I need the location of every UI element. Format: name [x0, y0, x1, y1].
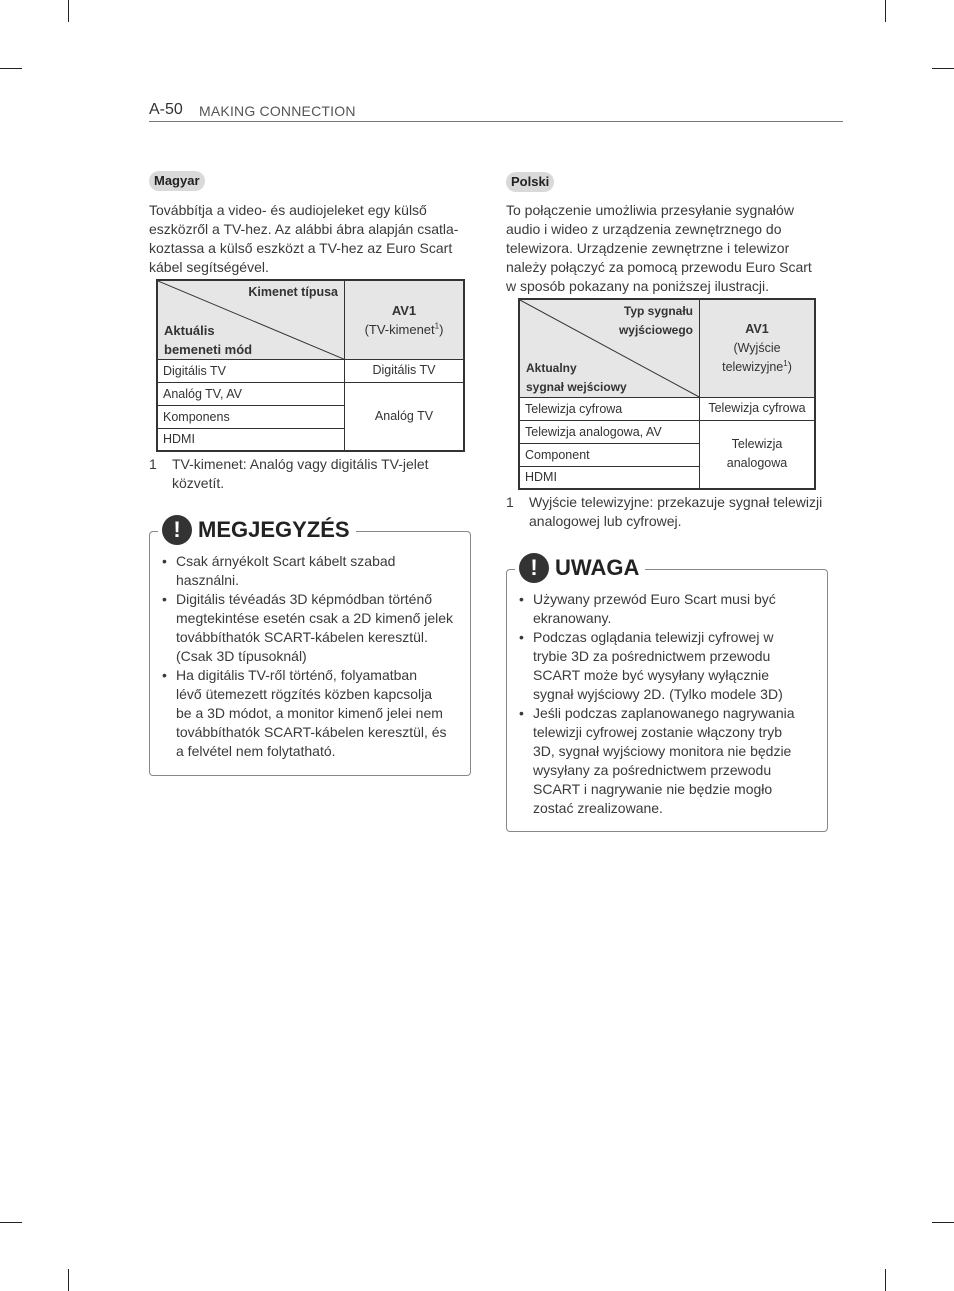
av1-subtitle: (TV-kimenet$^1$): [364, 321, 444, 337]
footnote-line: TV-kimenet: Analóg vagy digitális TV-jelet: [172, 456, 429, 472]
table-row-label: Analóg TV, AV: [157, 382, 345, 405]
crop-mark: [932, 1222, 954, 1223]
footnote-line: közvetít.: [172, 475, 225, 491]
footnote-number: 1: [149, 456, 157, 472]
output-digital-tv: Digitális TV: [345, 359, 465, 382]
text-line: telewizora. Urządzenie zewnętrzne i telewizor: [506, 240, 790, 256]
table-row-label: Digitális TV: [157, 359, 345, 382]
language-badge-hungarian: Magyar: [149, 171, 205, 191]
text-line: w sposób pokazany na poniższej ilustracji.: [506, 278, 770, 294]
output-analog-tv: Analóg TV: [345, 382, 465, 451]
note-header: [158, 515, 356, 545]
header-input-signal-line2: sygnał wejściowy: [526, 380, 627, 394]
list-item: • Csak árnyékolt Scart kábelt szabad használni.: [162, 552, 462, 590]
table-row-label: Telewizja cyfrowa: [519, 397, 700, 420]
list-item: • Podczas oglądania telewizji cyfrowej w trybie 3D za pośrednictwem przewodu SCART może być wysyłany wyłącznie sygnał wyjściowy 2D. (Tylko modele 3D): [519, 628, 819, 704]
list-item: • Jeśli podczas zaplanowanego nagrywania telewizji cyfrowej zostanie włączony tryb 3D, sygnał wyjściowy monitora nie będzie wysyłany za pośrednictwem przewodu SCART i nagrywanie nie będzie mogło zostać zrealizowane.: [519, 704, 819, 818]
av1-title: AV1: [745, 321, 769, 336]
list-item: • Używany przewód Euro Scart musi być ekranowany.: [519, 590, 819, 628]
diagonal-header-cell: [519, 299, 700, 397]
header-input-mode-line1: Aktuális: [164, 323, 215, 338]
note-list: [519, 590, 819, 818]
table-row-label: Telewizja analogowa, AV: [519, 420, 700, 443]
footnote-line: Wyjście telewizyjne: przekazuje sygnał telewizji: [529, 494, 823, 510]
output-analog-tv: Telewizja analogowa: [700, 420, 816, 489]
header-output-type-line1: Typ sygnału: [623, 304, 693, 318]
header-output-type: Kimenet típusa: [248, 285, 338, 299]
text-line: audio i wideo z urządzenia zewnętrznego do: [506, 221, 782, 237]
av1-header-cell: [700, 299, 816, 397]
text-line: eszközről a TV-hez. Az alábbi ábra alapján csatla-: [149, 221, 459, 237]
table-row-label: HDMI: [157, 428, 345, 451]
page-number: A-50: [149, 101, 183, 118]
footnote-number: 1: [506, 494, 514, 510]
table-row-label: Komponens: [157, 405, 345, 428]
text-line: Továbbítja a video- és audiojeleket egy külső: [149, 202, 427, 218]
text-line: należy połączyć za pomocą przewodu Euro Scart: [506, 259, 812, 275]
connection-table-hungarian: [156, 279, 465, 452]
crop-mark: [0, 68, 22, 69]
av1-title: AV1: [391, 302, 417, 318]
note-header: [515, 553, 645, 583]
language-badge-polish: Polski: [506, 172, 554, 192]
exclamation-icon: !: [162, 515, 192, 545]
output-digital-tv: Telewizja cyfrowa: [700, 397, 816, 420]
text-line: To połączenie umożliwia przesyłanie sygnałów: [506, 202, 794, 218]
list-item: • Digitális tévéadás 3D képmódban történő megtekintése esetén csak a 2D kimenő jelek továbbíthatók SCART-kábelen keresztül. (Csak 3D típusoknál): [162, 590, 462, 666]
crop-mark: [68, 0, 69, 22]
crop-mark: [885, 0, 886, 22]
text-line: kábel segítségével.: [149, 259, 269, 275]
footnote-line: analogowej lub cyfrowej.: [529, 513, 682, 529]
crop-mark: [68, 1269, 69, 1291]
av1-subtitle-line2: telewizyjne$^1$): [722, 358, 792, 374]
crop-mark: [885, 1269, 886, 1291]
connection-table-polish: [518, 298, 816, 490]
av1-header-cell: [345, 280, 465, 359]
note-list: [162, 552, 462, 761]
av1-subtitle-line1: (Wyjście: [733, 340, 781, 355]
text-line: koztassa a külső eszközt a TV-hez az Euro Scart: [149, 240, 453, 256]
list-item: • Ha digitális TV-ről történő, folyamatban lévő ütemezett rögzítés közben kapcsolja be a 3D módot, a monitor kimenő jelei nem továbbíthatók SCART-kábelen keresztül, és a felvétel nem folytatható.: [162, 666, 462, 761]
header-rule: [149, 121, 843, 122]
crop-mark: [932, 68, 954, 69]
crop-mark: [0, 1222, 22, 1223]
table-row-label: HDMI: [519, 466, 700, 489]
header-input-signal-line1: Aktualny: [526, 361, 577, 375]
note-title: MEGJEGYZÉS: [198, 517, 350, 542]
note-title: UWAGA: [555, 555, 640, 580]
exclamation-icon: !: [519, 553, 549, 583]
header-output-type-line2: wyjściowego: [618, 323, 693, 337]
section-title: MAKING CONNECTION: [199, 103, 356, 119]
header-input-mode-line2: bemeneti mód: [164, 342, 253, 357]
diagonal-header-cell: [157, 280, 345, 359]
table-row-label: Component: [519, 443, 700, 466]
